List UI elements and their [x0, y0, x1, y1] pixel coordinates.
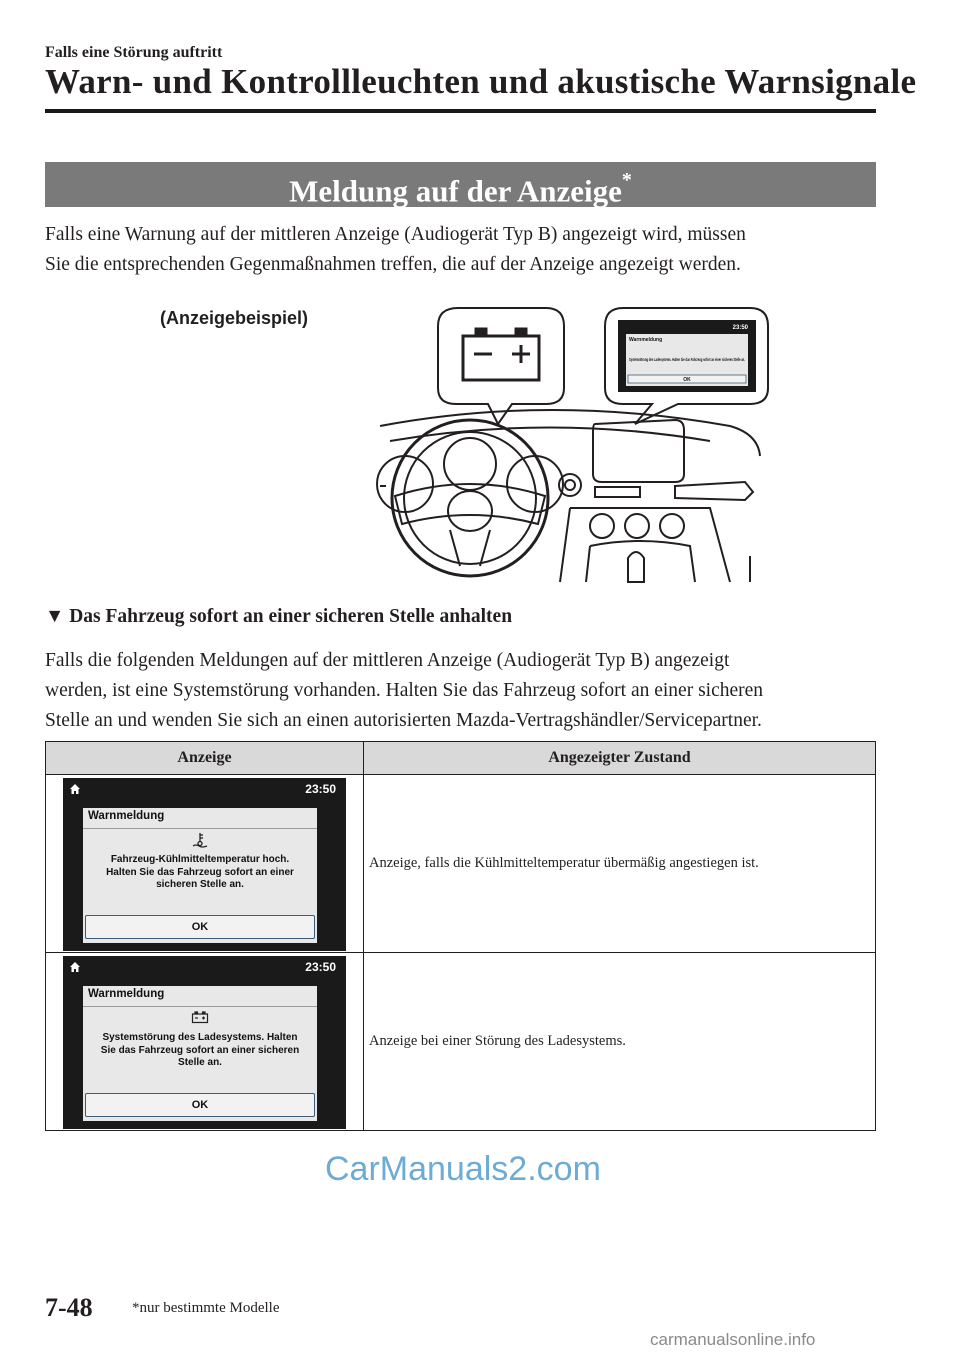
- optional-equipment-mark: *: [621, 169, 632, 191]
- table-row: [46, 953, 876, 1131]
- site-watermark: carmanualsonline.info: [650, 1330, 816, 1349]
- intro-line: Sie die entsprechenden Gegenmaßnahmen treffen, die auf der Anzeige angezeigt werden.: [45, 254, 741, 275]
- screen-cell: [46, 775, 364, 953]
- svg-text:OK: OK: [683, 377, 691, 383]
- condition-description: Anzeige, falls die Kühlmitteltemperatur übermäßig angestiegen ist.: [364, 775, 876, 953]
- battery-icon: [191, 1010, 209, 1024]
- header-divider: [45, 109, 876, 113]
- table-header-row: [46, 742, 876, 775]
- subsection-title: Das Fahrzeug sofort an einer sicheren Stelle anhalten: [69, 606, 513, 627]
- warning-screen: [63, 778, 346, 951]
- section-title: Meldung auf der Anzeige: [289, 173, 622, 209]
- message-line: Sie das Fahrzeug sofort an einer sicheren: [100, 1044, 300, 1056]
- footnote: *nur bestimmte Modelle: [132, 1300, 280, 1316]
- section-banner: [45, 162, 876, 207]
- paragraph-line: werden, ist eine Systemstörung vorhanden. Halten Sie das Fahrzeug sofort an einer sicheren: [45, 680, 764, 701]
- condition-description: Anzeige bei einer Störung des Ladesystems.: [364, 953, 876, 1131]
- chapter-heading: Falls eine Störung auftritt: [45, 44, 223, 61]
- clock-time: 23:50: [305, 782, 336, 796]
- mini-warning-screen: [618, 320, 756, 392]
- message-table: [45, 741, 876, 1131]
- steering-wheel: [392, 420, 548, 576]
- ok-button[interactable]: OK: [85, 915, 315, 939]
- paragraph-line: Stelle an und wenden Sie sich an einen autorisierten Mazda-Vertragshändler/Servicepartner.: [45, 710, 762, 731]
- svg-text:Warnmeldung: Warnmeldung: [629, 337, 663, 343]
- warning-message: [83, 854, 317, 892]
- dialog-title: Warnmeldung: [83, 986, 317, 1007]
- home-icon: [69, 961, 81, 973]
- warning-screen: [63, 956, 346, 1129]
- message-line: Systemstörung des Ladesystems. Halten: [102, 1032, 298, 1043]
- warning-message: [83, 1032, 317, 1070]
- battery-icon: [463, 329, 539, 380]
- coolant-temperature-icon: [192, 832, 208, 848]
- dashboard-outline: [380, 410, 760, 456]
- warning-paragraph: [45, 646, 885, 736]
- watermark-logo: CarManuals2.com: [325, 1150, 601, 1188]
- clock-time: 23:50: [305, 960, 336, 974]
- column-header-display: Anzeige: [46, 742, 364, 775]
- home-icon: [69, 783, 81, 795]
- svg-text:23:50: 23:50: [732, 325, 748, 331]
- figure-caption: (Anzeigebeispiel): [160, 308, 309, 328]
- screen-cell: [46, 953, 364, 1131]
- warning-dialog: [83, 986, 317, 1121]
- warning-dialog: [83, 808, 317, 943]
- ok-button[interactable]: OK: [85, 1093, 315, 1117]
- mini-screen-message: Systemstörung des Ladesystems. Halten Sie das Fahrzeug sofort an einer sicheren Stelle an.: [629, 357, 745, 362]
- message-line: Stelle an.: [178, 1057, 222, 1068]
- subsection-heading: [45, 606, 512, 628]
- column-header-condition: Angezeigter Zustand: [364, 742, 876, 775]
- intro-paragraph: [45, 220, 885, 280]
- page-title: Warn- und Kontrollleuchten und akustische Warnsignale: [45, 62, 917, 101]
- battery-callout: [438, 308, 564, 424]
- dialog-title: Warnmeldung: [83, 808, 317, 829]
- intro-line: Falls eine Warnung auf der mittleren Anzeige (Audiogerät Typ B) angezeigt wird, müssen: [45, 224, 746, 245]
- message-line: sicheren Stelle an.: [156, 879, 244, 890]
- table-row: [46, 775, 876, 953]
- message-line: Fahrzeug-Kühlmitteltemperatur hoch.: [110, 854, 290, 865]
- dashboard-illustration: [150, 296, 790, 586]
- triangle-marker-icon: ▼: [45, 606, 65, 627]
- message-line: Halten Sie das Fahrzeug sofort an einer: [106, 866, 294, 878]
- page-number: 7-48: [45, 1293, 93, 1322]
- paragraph-line: Falls die folgenden Meldungen auf der mittleren Anzeige (Audiogerät Typ B) angezeigt: [45, 650, 730, 671]
